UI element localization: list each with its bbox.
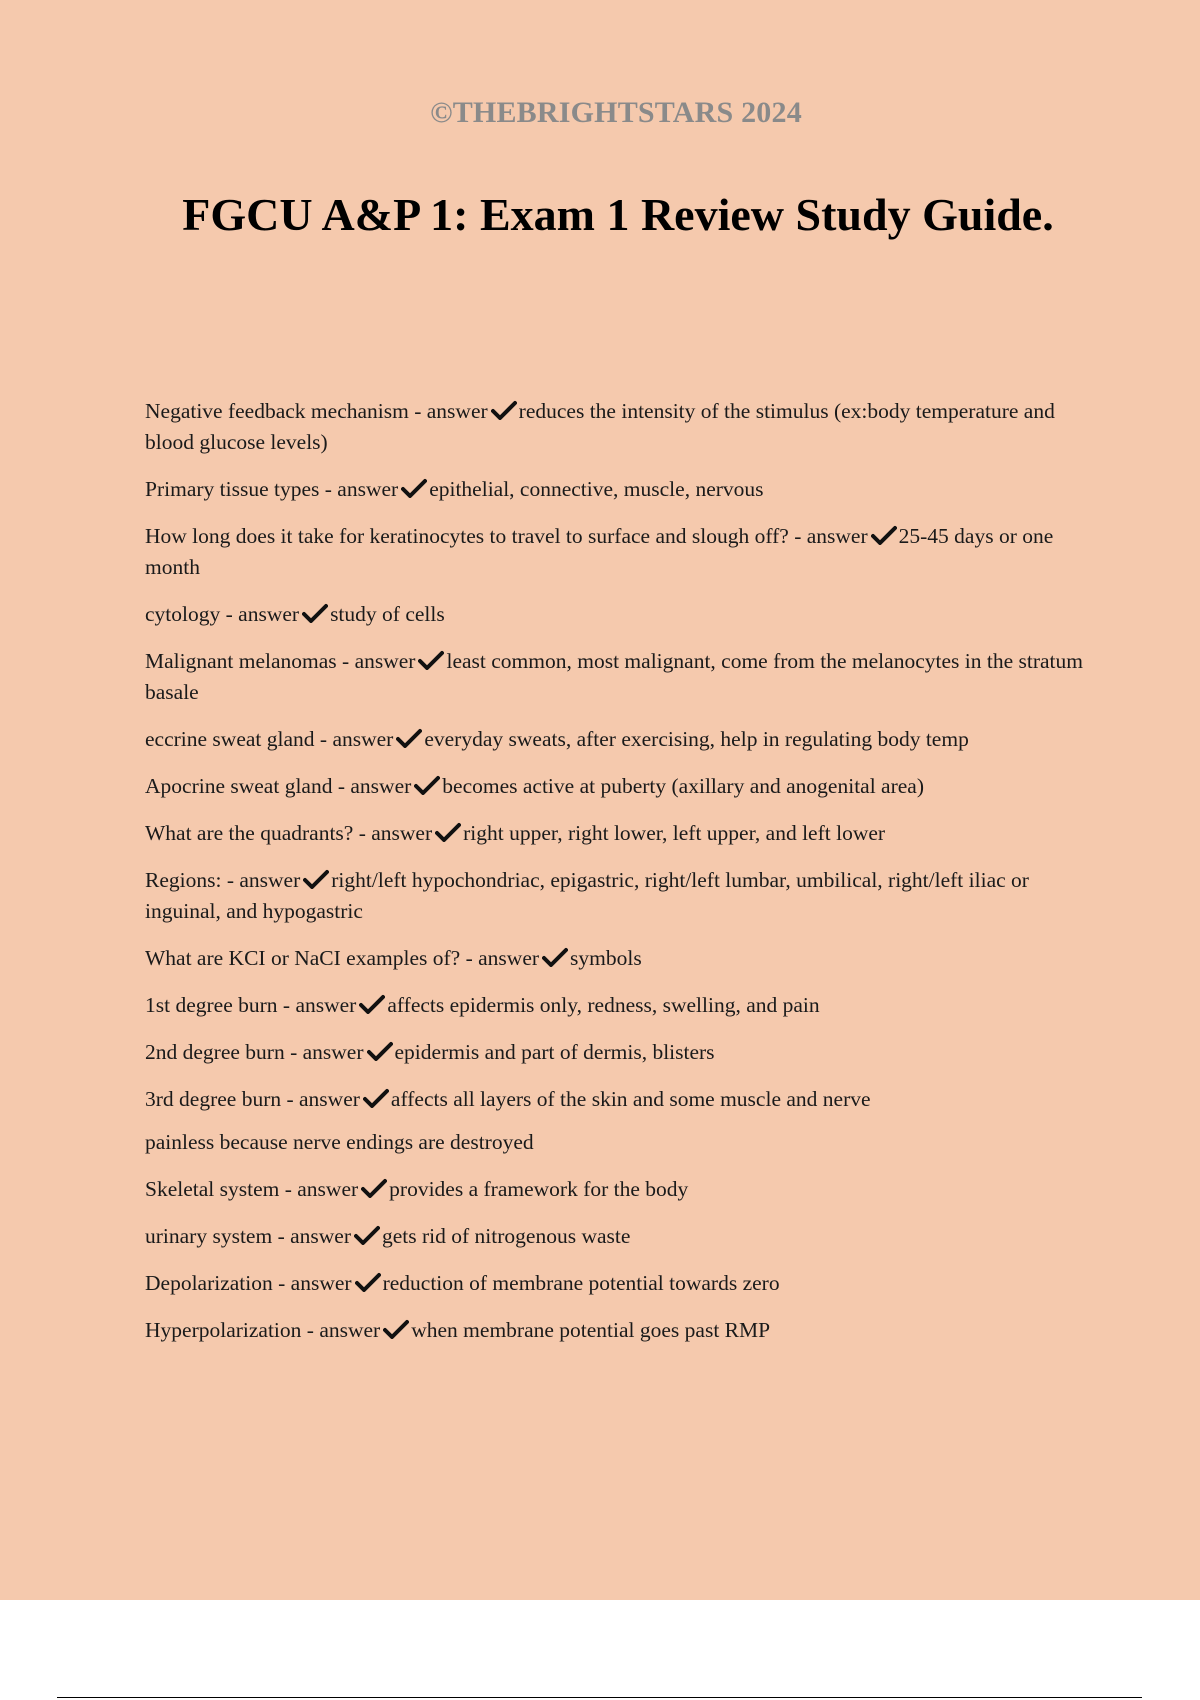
item-separator: - answer [319,477,399,501]
item-answer: everyday sweats, after exercising, help in regulating body temp [424,727,969,751]
item-term: Primary tissue types [145,477,320,501]
item-separator: - answer [272,1271,352,1295]
list-item [145,521,1095,583]
item-answer: becomes active at puberty (axillary and anogenital area) [442,774,925,798]
item-separator: - answer [788,524,868,548]
check-icon [542,947,568,967]
item-separator: - answer [408,399,488,423]
check-icon [354,1225,380,1245]
item-term: What are KCI or NaCI examples of? [145,946,461,970]
item-separator: - answer [332,774,412,798]
list-item [145,646,1095,708]
item-answer: right/left hypochondriac, epigastric, right/left lumbar, umbilical, right/left iliac or inguinal, and hypogastric [145,868,1029,923]
item-answer: reduces the intensity of the stimulus (ex:body temperature and blood glucose levels) [145,399,1055,454]
list-item [145,818,1095,849]
item-answer: affects epidermis only, redness, swelling, and pain [387,993,820,1017]
item-separator: - answer [281,1087,360,1111]
item-separator: - answer [220,602,300,626]
item-term: 3rd degree burn [145,1087,282,1111]
list-item [145,724,1095,755]
item-separator: - answer [314,727,394,751]
item-answer: least common, most malignant, come from the melanocytes in the stratum basale [145,649,1083,704]
check-icon [383,1319,409,1339]
list-item [145,1174,1095,1205]
check-icon [418,650,444,670]
item-term: Malignant melanomas [145,649,337,673]
check-icon [396,728,422,748]
item-answer: affects all layers of the skin and some muscle and nerve [390,1087,871,1111]
item-term: Skeletal system [145,1177,280,1201]
item-term: Hyperpolarization [145,1318,302,1342]
check-icon [303,869,329,889]
continuation-line: painless because nerve endings are destroyed [145,1130,534,1154]
item-answer: when membrane potential goes past RMP [411,1318,771,1342]
check-icon [359,994,385,1014]
check-icon [491,400,517,420]
item-separator: - answer [301,1318,381,1342]
item-term: urinary system [145,1224,273,1248]
item-separator: - answer [279,1177,359,1201]
item-separator: - answer [353,821,433,845]
item-separator: - answer [221,868,301,892]
item-separator: - answer [272,1224,351,1248]
check-icon [401,478,427,498]
item-separator: - answer [277,993,357,1017]
list-item [145,943,1095,974]
item-answer: epidermis and part of dermis, blisters [394,1040,715,1064]
check-icon [361,1178,387,1198]
item-term: Depolarization [145,1271,273,1295]
check-icon [367,1041,393,1061]
list-item [145,865,1095,927]
list-item [145,1315,1095,1346]
check-icon [355,1272,381,1292]
item-term: How long does it take for keratinocytes to travel to surface and slough off? [145,524,789,548]
item-term: cytology [145,602,221,626]
list-item [145,474,1095,505]
list-item [145,1221,1095,1252]
list-item [145,990,1095,1021]
item-separator: - answer [284,1040,364,1064]
item-separator: - answer [460,946,540,970]
list-item [145,1037,1095,1068]
check-icon [435,822,461,842]
item-answer: gets rid of nitrogenous waste [382,1224,631,1248]
footer-divider [57,1697,1142,1698]
check-icon [871,525,897,545]
list-item [145,396,1095,458]
item-answer: study of cells [330,602,445,626]
item-answer: right upper, right lower, left upper, and left lower [463,821,886,845]
item-answer: epithelial, connective, muscle, nervous [429,477,764,501]
check-icon [302,603,328,623]
copyright-notice: ©THEBRIGHTSTARS 2024 [430,96,802,129]
list-item [145,1084,1095,1115]
list-item [145,771,1095,802]
item-term: What are the quadrants? [145,821,354,845]
item-answer: symbols [570,946,642,970]
item-term: Regions: [145,868,222,892]
item-separator: - answer [336,649,416,673]
list-item [145,599,1095,630]
list-item [145,1268,1095,1299]
item-answer: provides a framework for the body [389,1177,689,1201]
item-term: Negative feedback mechanism [145,399,409,423]
check-icon [414,775,440,795]
item-answer: 25-45 days or one month [145,524,1054,579]
item-term: Apocrine sweat gland [145,774,333,798]
item-term: 2nd degree burn [145,1040,285,1064]
item-term: 1st degree burn [145,993,278,1017]
item-term: eccrine sweat gland [145,727,315,751]
qa-list [145,396,1095,1362]
page-title: FGCU A&P 1: Exam 1 Review Study Guide. [182,189,1054,240]
check-icon [363,1088,389,1108]
item-answer: reduction of membrane potential towards zero [382,1271,780,1295]
